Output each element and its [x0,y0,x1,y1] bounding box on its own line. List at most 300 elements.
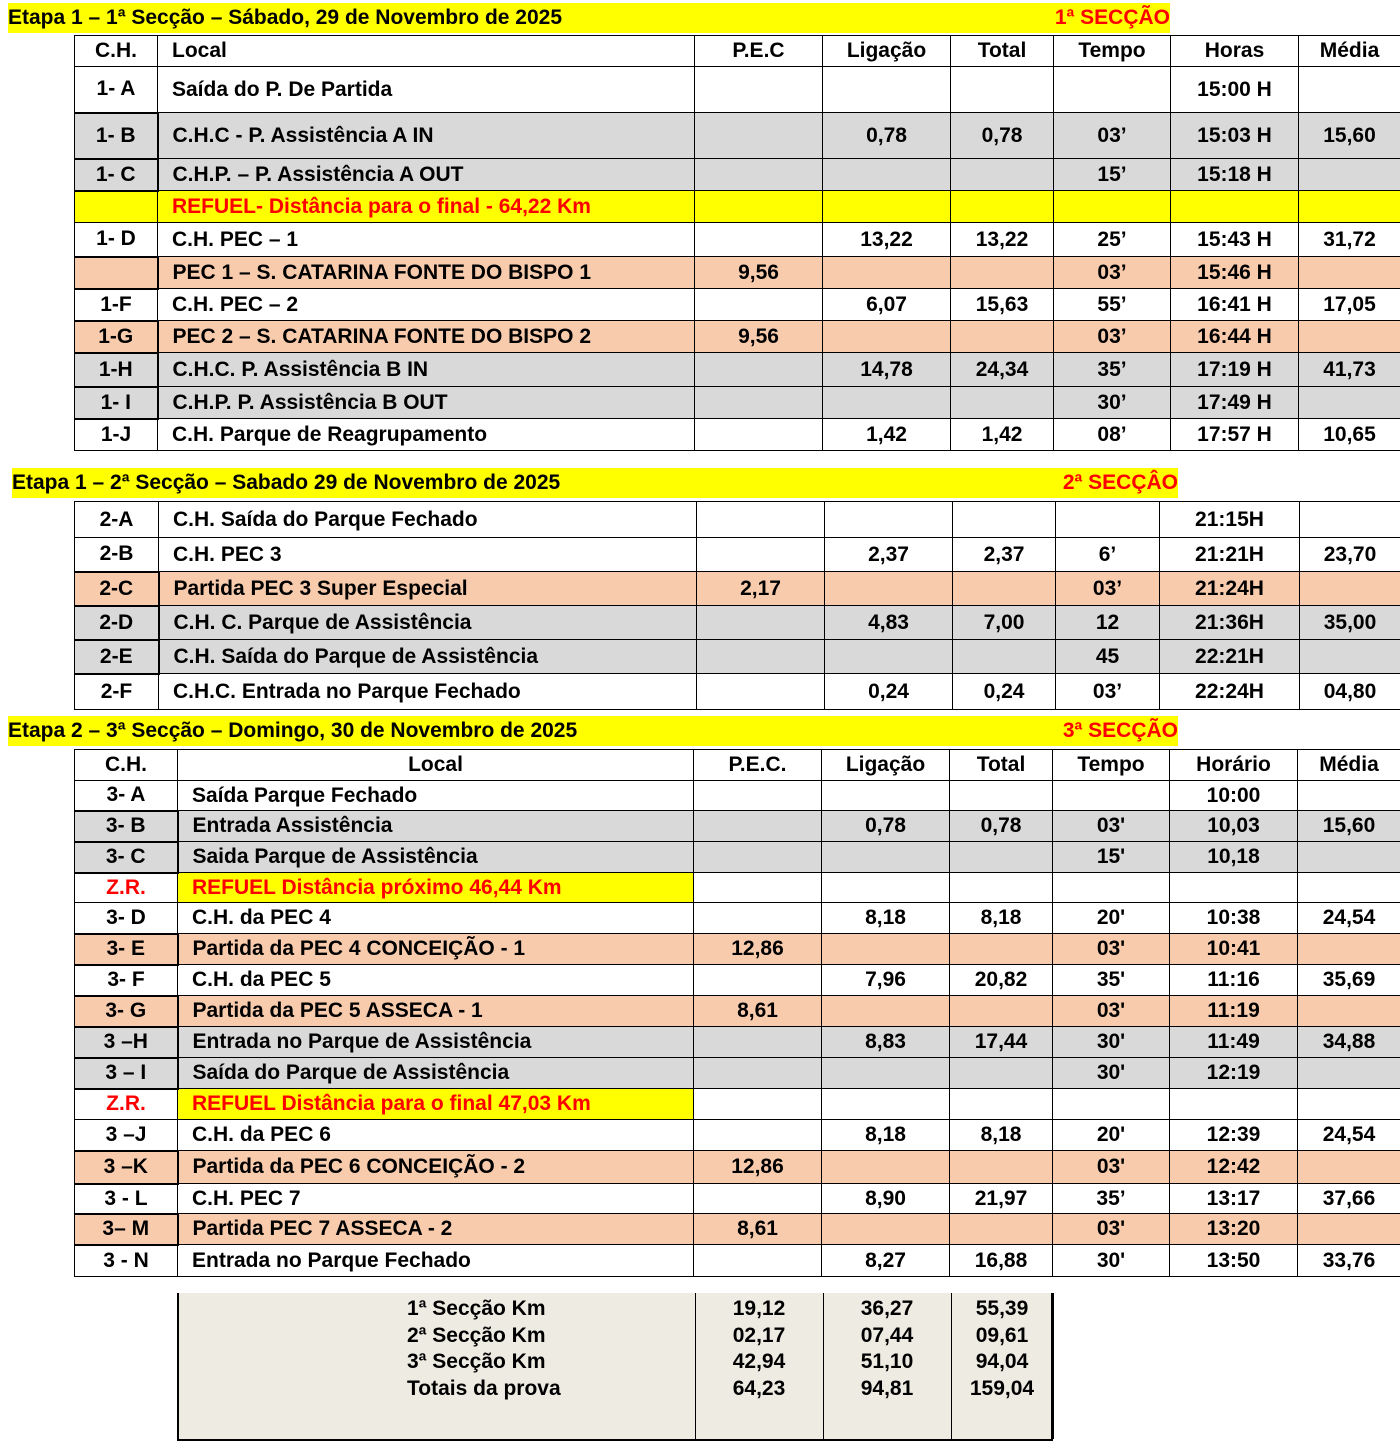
totals-pec: 19,12 [732,1297,786,1320]
cell-local: C.H. C. Parque de Assistência [159,606,697,640]
cell-media: 31,72 [1299,223,1400,257]
cell-ch: 2-F [75,674,159,710]
cell-ligacao: 2,37 [825,538,953,572]
cell-ligacao [822,873,950,903]
section1-label: 1ª SECÇÃO [1054,6,1170,29]
cell-horas: 22:24H [1160,674,1300,710]
cell-ligacao: 0,78 [822,811,950,842]
cell-ch: 3- E [75,934,178,965]
cell-media: 10,65 [1299,419,1400,451]
cell-media [1298,1089,1400,1120]
column-header: Horas [1171,36,1299,67]
cell-media [1299,321,1400,353]
cell-media [1299,191,1400,223]
totals-ligacao: 94,81 [860,1376,914,1400]
cell-tempo: 08’ [1054,419,1171,451]
cell-horas: 17:19 H [1171,353,1299,387]
cell-local: Partida PEC 3 Super Especial [159,572,697,606]
cell-local: C.H. PEC – 2 [158,289,695,321]
table-row [75,223,1400,257]
column-header: Total [951,36,1054,67]
cell-ch: 3- F [75,965,178,996]
column-header: Média [1298,750,1400,781]
totals-ligacao: 36,27 [860,1297,914,1320]
cell-pec [695,289,823,321]
cell-pec [695,387,823,419]
totals-label: 1ª Secção Km [407,1297,546,1320]
cell-total: 20,82 [950,965,1053,996]
table-row [75,191,1400,223]
cell-ligacao [823,159,951,191]
cell-local: Saída do P. De Partida [158,67,695,113]
totals-pec: 42,94 [732,1350,786,1373]
table-row [75,289,1400,321]
column-header: Total [950,750,1053,781]
section2-title: Etapa 1 – 2ª Secção – Sabado 29 de Novembro de 2025 [12,471,561,494]
cell-ch: Z.R. [75,873,178,903]
cell-total [951,321,1054,353]
cell-horas: 21:21H [1160,538,1300,572]
cell-tempo [1054,67,1171,113]
cell-pec [697,606,825,640]
cell-local: C.H.P. P. Assistência B OUT [158,387,695,419]
cell-total [950,1214,1053,1245]
cell-local: C.H. PEC 3 [159,538,697,572]
cell-tempo: 12 [1056,606,1160,640]
cell-horas: 11:49 [1170,1027,1298,1058]
cell-media [1300,640,1400,674]
cell-local: REFUEL- Distância para o final - 64,22 Km [158,191,695,223]
cell-local: Saída Parque Fechado [178,781,694,811]
cell-ligacao [825,502,953,538]
cell-media [1298,873,1400,903]
cell-horas: 12:39 [1170,1120,1298,1151]
cell-local: Entrada no Parque de Assistência [178,1027,694,1058]
cell-local: C.H. da PEC 4 [178,903,694,934]
cell-total [951,387,1054,419]
cell-total: 16,88 [950,1245,1053,1277]
cell-horas: 17:57 H [1171,419,1299,451]
cell-media [1300,572,1400,606]
cell-pec [695,223,823,257]
cell-tempo [1053,1089,1170,1120]
cell-tempo: 35’ [1054,353,1171,387]
cell-horas: 17:49 H [1171,387,1299,419]
cell-local: Entrada no Parque Fechado [178,1245,694,1277]
cell-ligacao [822,1214,950,1245]
cell-pec: 9,56 [695,321,823,353]
cell-ligacao: 1,42 [823,419,951,451]
table-row [75,965,1400,996]
cell-horas: 10:00 [1170,781,1298,811]
cell-media: 04,80 [1300,674,1400,710]
cell-pec [695,353,823,387]
cell-media: 35,00 [1300,606,1400,640]
cell-local: C.H. Saída do Parque Fechado [159,502,697,538]
cell-horas: 10:38 [1170,903,1298,934]
column-header: C.H. [75,36,158,67]
cell-local: Partida PEC 7 ASSECA - 2 [178,1214,694,1245]
cell-ligacao [823,321,951,353]
cell-ligacao [825,640,953,674]
cell-media [1299,67,1400,113]
cell-local: C.H. PEC 7 [178,1184,694,1214]
cell-tempo: 35’ [1053,1184,1170,1214]
cell-ch: 1-H [75,353,158,387]
cell-ligacao [823,257,951,289]
cell-ch: 3- G [75,996,178,1027]
cell-horas: 15:00 H [1171,67,1299,113]
table-row [75,606,1400,640]
table-row [75,1214,1400,1245]
cell-horas: 12:19 [1170,1058,1298,1089]
cell-pec: 12,86 [694,1151,822,1184]
table-row [75,873,1400,903]
header-row [75,750,1400,781]
cell-media: 37,66 [1298,1184,1400,1214]
cell-media [1298,842,1400,873]
cell-ligacao: 14,78 [823,353,951,387]
cell-pec [694,965,822,996]
cell-local: C.H. PEC – 1 [158,223,695,257]
cell-ch: 3 - L [75,1184,178,1214]
cell-total [951,191,1054,223]
cell-tempo: 45 [1056,640,1160,674]
cell-ch: 3- C [75,842,178,873]
cell-pec [697,502,825,538]
cell-tempo: 03' [1053,811,1170,842]
totals-total: 94,04 [975,1350,1029,1373]
cell-local: PEC 1 – S. CATARINA FONTE DO BISPO 1 [158,257,695,289]
table-row [75,1245,1400,1277]
cell-horas: 15:43 H [1171,223,1299,257]
cell-pec [694,811,822,842]
cell-horas: 10,18 [1170,842,1298,873]
cell-ch: 1-G [75,321,158,353]
cell-ch: 1- D [75,223,158,257]
cell-ch: 1- C [75,159,158,191]
cell-total [953,640,1056,674]
cell-total [950,996,1053,1027]
cell-ligacao [823,387,951,419]
totals-total: 159,04 [969,1376,1035,1400]
table-row [75,419,1400,451]
cell-tempo: 30’ [1054,387,1171,419]
section2-banner [12,468,1178,498]
cell-tempo: 15' [1053,842,1170,873]
cell-total: 0,78 [950,811,1053,842]
section2-label: 2ª SECÇÂO [1062,471,1178,494]
cell-media [1298,1058,1400,1089]
cell-pec [695,113,823,159]
cell-local: Saida Parque de Assistência [178,842,694,873]
section1-title: Etapa 1 – 1ª Secção – Sábado, 29 de Novembro de 2025 [8,6,563,29]
cell-total [950,934,1053,965]
cell-media: 35,69 [1298,965,1400,996]
totals-box [177,1293,1053,1441]
cell-pec [695,67,823,113]
totals-row [179,1323,1055,1349]
cell-horas: 16:44 H [1171,321,1299,353]
cell-tempo [1053,781,1170,811]
cell-tempo [1054,191,1171,223]
table-row [75,842,1400,873]
cell-ligacao: 8,90 [822,1184,950,1214]
cell-media [1298,781,1400,811]
cell-ligacao: 8,27 [822,1245,950,1277]
cell-ligacao: 7,96 [822,965,950,996]
cell-ligacao [825,572,953,606]
cell-horas [1170,873,1298,903]
table-row [75,353,1400,387]
table-row [75,996,1400,1027]
cell-tempo: 03' [1053,1151,1170,1184]
totals-row [179,1349,1055,1375]
cell-horas: 21:36H [1160,606,1300,640]
section3-banner [8,716,1178,746]
column-header: Tempo [1054,36,1171,67]
table-row [75,572,1400,606]
cell-tempo: 03’ [1054,321,1171,353]
cell-media: 33,76 [1298,1245,1400,1277]
cell-media [1298,996,1400,1027]
cell-ch [75,257,158,289]
cell-ch: 2-E [75,640,159,674]
cell-total [950,1089,1053,1120]
cell-local: Partida da PEC 5 ASSECA - 1 [178,996,694,1027]
cell-pec [694,1089,822,1120]
cell-pec [695,159,823,191]
cell-media [1300,502,1400,538]
table-row [75,781,1400,811]
totals-label: 2ª Secção Km [407,1323,546,1347]
cell-ch: 2-B [75,538,159,572]
cell-media: 24,54 [1298,903,1400,934]
cell-horas: 13:20 [1170,1214,1298,1245]
column-header: Tempo [1053,750,1170,781]
cell-total: 2,37 [953,538,1056,572]
section1-banner [8,3,1170,33]
section3-table [74,749,1400,1277]
cell-local: C.H. da PEC 6 [178,1120,694,1151]
column-header: P.E.C. [694,750,822,781]
totals-label: 3ª Secção Km [407,1350,546,1373]
cell-ch: 3 –K [75,1151,178,1184]
cell-ch: 2-D [75,606,159,640]
cell-horas: 22:21H [1160,640,1300,674]
cell-total: 17,44 [950,1027,1053,1058]
totals-row [179,1296,1055,1322]
cell-total: 24,34 [951,353,1054,387]
section2-table [74,501,1400,710]
totals-ligacao: 07,44 [860,1323,914,1347]
cell-local: Partida da PEC 6 CONCEIÇÃO - 2 [178,1151,694,1184]
cell-tempo: 03' [1053,934,1170,965]
cell-tempo: 15’ [1054,159,1171,191]
cell-tempo: 03' [1053,996,1170,1027]
cell-tempo [1053,873,1170,903]
column-header: C.H. [75,750,178,781]
cell-pec [697,538,825,572]
cell-pec [694,1120,822,1151]
cell-local: C.H. da PEC 5 [178,965,694,996]
cell-ch: 1- I [75,387,158,419]
cell-total: 13,22 [951,223,1054,257]
cell-tempo [1056,502,1160,538]
cell-ligacao [822,934,950,965]
cell-media: 24,54 [1298,1120,1400,1151]
cell-ch: Z.R. [75,1089,178,1120]
cell-ch: 3- D [75,903,178,934]
cell-ligacao [822,781,950,811]
cell-horas: 15:46 H [1171,257,1299,289]
cell-media [1298,1151,1400,1184]
cell-local: C.H.C. P. Assistência B IN [158,353,695,387]
cell-ligacao: 4,83 [825,606,953,640]
totals-ligacao: 51,10 [860,1350,914,1373]
cell-horas [1171,191,1299,223]
table-row [75,113,1400,159]
cell-ch: 3 – I [75,1058,178,1089]
cell-local: Partida da PEC 4 CONCEIÇÃO - 1 [178,934,694,965]
table-row [75,538,1400,572]
totals-total: 55,39 [975,1297,1029,1320]
cell-local: Saída do Parque de Assistência [178,1058,694,1089]
cell-ligacao: 0,24 [825,674,953,710]
cell-local: REFUEL Distância para o final 47,03 Km [178,1089,694,1120]
table-row [75,674,1400,710]
cell-media [1298,1214,1400,1245]
cell-pec [697,674,825,710]
cell-ch: 3- A [75,781,178,811]
cell-ch: 3- B [75,811,178,842]
cell-tempo: 25’ [1054,223,1171,257]
cell-tempo: 20' [1053,903,1170,934]
table-row [75,387,1400,419]
cell-pec: 8,61 [694,996,822,1027]
totals-pec: 02,17 [732,1323,786,1347]
cell-pec [697,640,825,674]
cell-total [951,159,1054,191]
cell-total [950,1151,1053,1184]
cell-horas: 13:17 [1170,1184,1298,1214]
cell-horas: 10,03 [1170,811,1298,842]
cell-pec [695,419,823,451]
cell-ch: 2-A [75,502,159,538]
cell-media: 41,73 [1299,353,1400,387]
cell-local: REFUEL Distância próximo 46,44 Km [178,873,694,903]
cell-media [1299,387,1400,419]
cell-horas: 10:41 [1170,934,1298,965]
table-row [75,1151,1400,1184]
cell-pec: 12,86 [694,934,822,965]
cell-tempo: 03’ [1054,113,1171,159]
table-row [75,1058,1400,1089]
cell-ch: 1- B [75,113,158,159]
cell-total [950,873,1053,903]
cell-local: Entrada Assistência [178,811,694,842]
cell-local: C.H.C - P. Assistência A IN [158,113,695,159]
cell-total: 7,00 [953,606,1056,640]
cell-pec [694,1184,822,1214]
cell-ligacao: 8,18 [822,903,950,934]
cell-ligacao: 6,07 [823,289,951,321]
cell-media: 34,88 [1298,1027,1400,1058]
cell-media [1298,934,1400,965]
cell-ligacao [822,842,950,873]
cell-horas: 12:42 [1170,1151,1298,1184]
cell-ch: 2-C [75,572,159,606]
cell-horas: 16:41 H [1171,289,1299,321]
cell-tempo: 03’ [1056,674,1160,710]
cell-ligacao: 8,18 [822,1120,950,1151]
cell-tempo: 55’ [1054,289,1171,321]
cell-ligacao [822,996,950,1027]
cell-tempo: 03’ [1054,257,1171,289]
cell-total: 15,63 [951,289,1054,321]
cell-media [1299,257,1400,289]
cell-pec [694,842,822,873]
cell-horas: 15:18 H [1171,159,1299,191]
table-row [75,257,1400,289]
table-row [75,903,1400,934]
cell-horas [1170,1089,1298,1120]
cell-tempo: 30' [1053,1058,1170,1089]
cell-media: 15,60 [1299,113,1400,159]
column-header: Média [1299,36,1400,67]
cell-ch: 1-F [75,289,158,321]
cell-total [953,502,1056,538]
cell-pec [694,1245,822,1277]
table-row [75,1027,1400,1058]
cell-media: 17,05 [1299,289,1400,321]
cell-pec [695,191,823,223]
cell-ch: 3 - N [75,1245,178,1277]
totals-total: 09,61 [975,1323,1029,1347]
cell-ch [75,191,158,223]
cell-pec: 9,56 [695,257,823,289]
totals-pec: 64,23 [732,1376,786,1400]
column-header: Horário [1170,750,1298,781]
cell-pec: 2,17 [697,572,825,606]
cell-total: 8,18 [950,903,1053,934]
cell-ligacao [822,1058,950,1089]
cell-local: PEC 2 – S. CATARINA FONTE DO BISPO 2 [158,321,695,353]
cell-ligacao [822,1089,950,1120]
cell-total [950,842,1053,873]
cell-local: C.H.P. – P. Assistência A OUT [158,159,695,191]
cell-total: 8,18 [950,1120,1053,1151]
cell-pec [694,781,822,811]
cell-tempo: 30' [1053,1245,1170,1277]
cell-pec [694,1058,822,1089]
cell-pec [694,873,822,903]
column-header: Ligação [822,750,950,781]
cell-ligacao: 8,83 [822,1027,950,1058]
cell-media [1299,159,1400,191]
cell-tempo: 35' [1053,965,1170,996]
cell-total: 1,42 [951,419,1054,451]
section3-label: 3ª SECÇÃO [1062,719,1178,742]
cell-media: 15,60 [1298,811,1400,842]
header-row [75,36,1400,67]
cell-ligacao: 0,78 [823,113,951,159]
table-row [75,1120,1400,1151]
table-row [75,640,1400,674]
cell-ch: 1- A [75,67,158,113]
table-row [75,1184,1400,1214]
cell-total [950,1058,1053,1089]
